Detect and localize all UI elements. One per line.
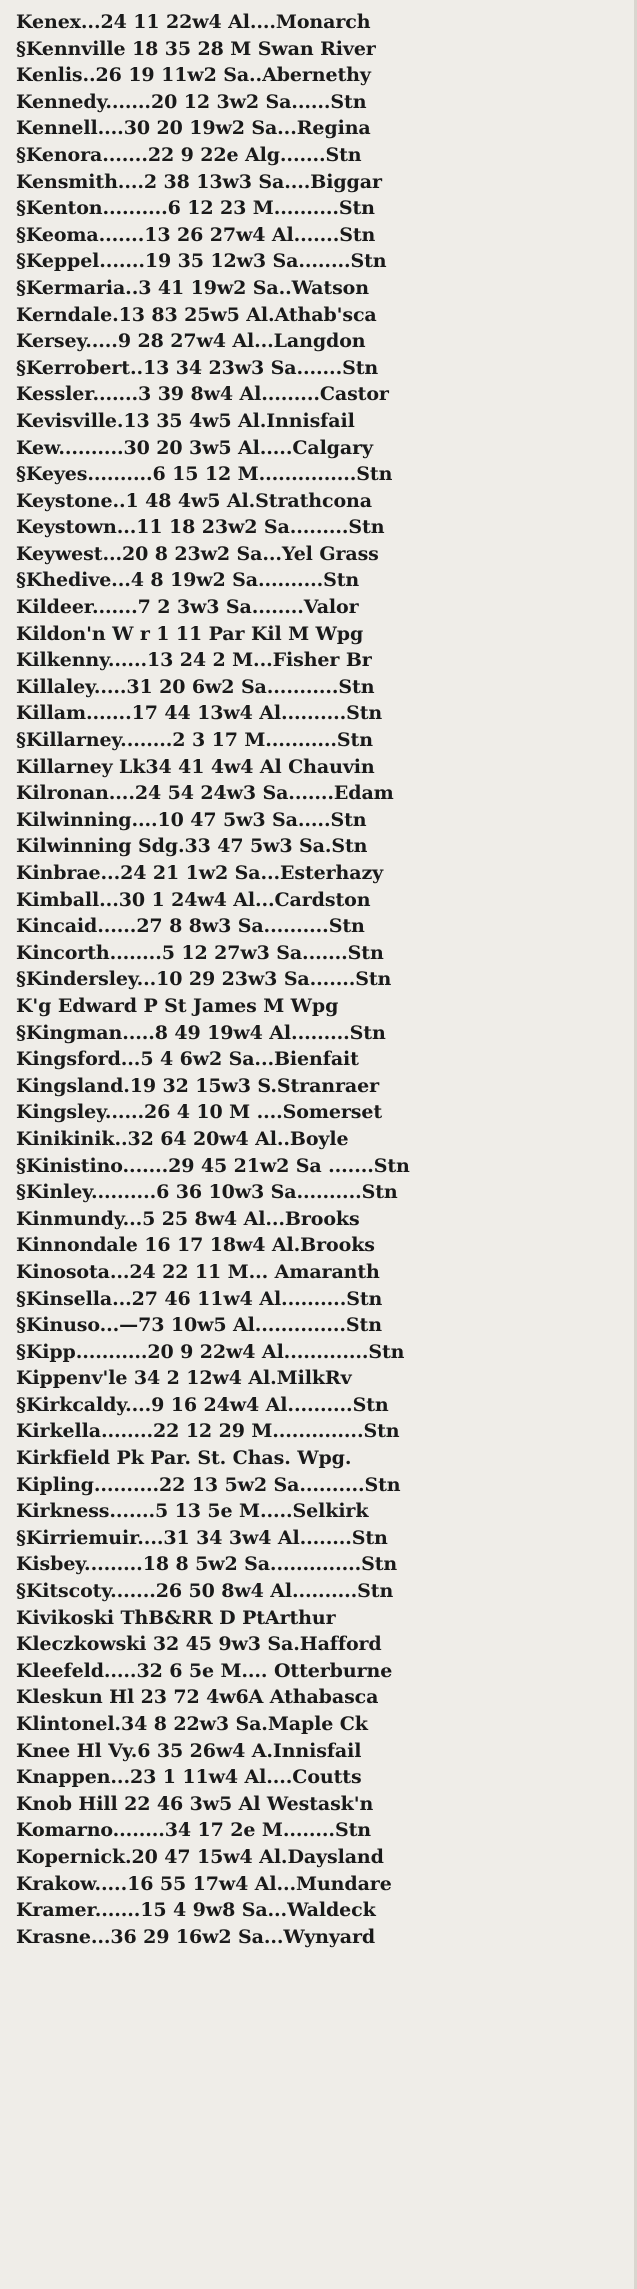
list-item: Kleczkowski 32 45 9w3 Sa.Hafford bbox=[16, 1633, 382, 1656]
list-item: Killam.......17 44 13w4 Al..........Stn bbox=[16, 702, 383, 725]
list-item: Kippenv'le 34 2 12w4 Al.MilkRv bbox=[16, 1367, 352, 1390]
list-item: Kirkfield Pk Par. St. Chas. Wpg. bbox=[16, 1447, 352, 1470]
list-item: §Kenton..........6 12 23 M..........Stn bbox=[16, 197, 375, 220]
list-item: Kinbrae...24 21 1w2 Sa...Esterhazy bbox=[16, 862, 384, 884]
list-item: Kirkness.......5 13 5e M.....Selkirk bbox=[16, 1500, 369, 1523]
list-item: Kildon'n W r 1 11 Par Kil M Wpg bbox=[16, 622, 364, 645]
list-item: Kew..........30 20 3w5 Al.....Calgary bbox=[16, 436, 373, 459]
list-item: Kilronan....24 54 24w3 Sa.......Edam bbox=[16, 782, 394, 805]
list-item: §Killarney........2 3 17 M...........Stn bbox=[16, 729, 373, 752]
list-item: §Kinsella...27 46 11w4 Al..........Stn bbox=[16, 1287, 383, 1310]
list-item: Keystown...11 18 23w2 Sa.........Stn bbox=[16, 516, 385, 539]
list-item: Kevisville.13 35 4w5 Al.Innisfail bbox=[16, 409, 355, 432]
list-item: §Kindersley...10 29 23w3 Sa.......Stn bbox=[16, 968, 392, 991]
list-item: Kleskun Hl 23 72 4w6A Athabasca bbox=[16, 1686, 379, 1709]
list-item: §Kinuso...—73 10w5 Al..............Stn bbox=[16, 1314, 382, 1337]
list-item: Kildeer.......7 2 3w3 Sa........Valor bbox=[16, 596, 359, 619]
list-item: Kensmith....2 38 13w3 Sa....Biggar bbox=[16, 170, 382, 193]
list-item: §Kinley..........6 36 10w3 Sa..........Stn bbox=[16, 1181, 398, 1204]
list-item: Knob Hill 22 46 3w5 Al Westask'n bbox=[16, 1792, 374, 1815]
list-item: §Kennville 18 35 28 M Swan River bbox=[16, 37, 376, 60]
list-item: §Kermaria..3 41 19w2 Sa..Watson bbox=[16, 276, 369, 299]
list-item: §Kingman.....8 49 19w4 Al.........Stn bbox=[16, 1021, 386, 1044]
list-item: Kennell....30 20 19w2 Sa...Regina bbox=[16, 117, 371, 140]
list-item: Kisbey.........18 8 5w2 Sa..............Stn bbox=[16, 1553, 398, 1576]
list-item: Kersey.....9 28 27w4 Al...Langdon bbox=[16, 330, 366, 353]
list-item: Krasne...36 29 16w2 Sa...Wynyard bbox=[16, 1925, 376, 1948]
list-item: Kilwinning Sdg.33 47 5w3 Sa.Stn bbox=[16, 835, 368, 858]
list-item: Kimball...30 1 24w4 Al...Cardston bbox=[16, 888, 371, 911]
list-item: Krakow.....16 55 17w4 Al...Mundare bbox=[16, 1872, 392, 1895]
list-item: §Kipp...........20 9 22w4 Al.............Stn bbox=[16, 1340, 405, 1363]
list-item: §Kirriemuir....31 34 3w4 Al........Stn bbox=[16, 1526, 388, 1549]
list-item: §Kitscoty.......26 50 8w4 Al..........Stn bbox=[16, 1580, 394, 1603]
list-item: Kennedy.......20 12 3w2 Sa......Stn bbox=[16, 90, 367, 113]
list-item: §Keppel.......19 35 12w3 Sa........Stn bbox=[16, 250, 387, 273]
list-item: Kramer.......15 4 9w8 Sa...Waldeck bbox=[16, 1899, 376, 1922]
list-item: §Khedive...4 8 19w2 Sa..........Stn bbox=[16, 569, 360, 592]
list-item: Kingsley......26 4 10 M ....Somerset bbox=[16, 1101, 382, 1124]
list-item: §Kerrobert..13 34 23w3 Sa.......Stn bbox=[16, 356, 379, 379]
list-item: Klintonel.34 8 22w3 Sa.Maple Ck bbox=[16, 1713, 368, 1735]
place-name-list bbox=[16, 9, 616, 1950]
list-item: Kenlis..26 19 11w2 Sa..Abernethy bbox=[16, 64, 371, 87]
list-item: K'g Edward P St James M Wpg bbox=[16, 994, 339, 1017]
list-item: Kinikinik..32 64 20w4 Al..Boyle bbox=[16, 1127, 349, 1150]
list-item: Killaley.....31 20 6w2 Sa...........Stn bbox=[16, 675, 375, 698]
list-item: Kessler.......3 39 8w4 Al.........Castor bbox=[16, 383, 389, 406]
list-item: §Kirkcaldy....9 16 24w4 Al..........Stn bbox=[16, 1393, 389, 1416]
list-item: Kerndale.13 83 25w5 Al.Athab'sca bbox=[16, 303, 377, 326]
list-item: Kilkenny......13 24 2 M...Fisher Br bbox=[16, 649, 372, 672]
list-item: Kinnondale 16 17 18w4 Al.Brooks bbox=[16, 1234, 375, 1257]
list-item: Kingsford...5 4 6w2 Sa...Bienfait bbox=[16, 1048, 359, 1071]
list-item: Knappen...23 1 11w4 Al....Coutts bbox=[16, 1766, 362, 1789]
list-item: Kingsland.19 32 15w3 S.Stranraer bbox=[16, 1074, 380, 1097]
list-item: Kirkella........22 12 29 M..............Stn bbox=[16, 1420, 400, 1443]
list-item: Knee Hl Vy.6 35 26w4 A.Innisfail bbox=[16, 1739, 362, 1762]
list-item: Killarney Lk34 41 4w4 Al Chauvin bbox=[16, 755, 375, 778]
list-item: Kenex...24 11 22w4 Al....Monarch bbox=[16, 11, 371, 33]
list-item: Kinmundy...5 25 8w4 Al...Brooks bbox=[16, 1207, 360, 1230]
list-item: §Kenora.......22 9 22e Alg.......Stn bbox=[16, 143, 362, 166]
list-item: §Keoma.......13 26 27w4 Al.......Stn bbox=[16, 223, 376, 246]
list-item: §Kinistino.......29 45 21w2 Sa .......Stn bbox=[16, 1154, 410, 1177]
list-item: Kilwinning....10 47 5w3 Sa.....Stn bbox=[16, 808, 367, 831]
list-item: Kleefeld.....32 6 5e M.... Otterburne bbox=[16, 1659, 393, 1682]
list-item: Kinosota...24 22 11 M... Amaranth bbox=[16, 1260, 380, 1283]
list-item: Kipling..........22 13 5w2 Sa..........Stn bbox=[16, 1473, 401, 1496]
list-item: Komarno........34 17 2e M........Stn bbox=[16, 1819, 371, 1842]
list-item: Kivikoski ThB&RR D PtArthur bbox=[16, 1606, 336, 1629]
list-item: Kincaid......27 8 8w3 Sa..........Stn bbox=[16, 915, 365, 938]
list-item: Kopernick.20 47 15w4 Al.Daysland bbox=[16, 1845, 384, 1868]
list-item: §Keyes..........6 15 12 M...............Stn bbox=[16, 463, 393, 486]
list-item: Keywest...20 8 23w2 Sa...Yel Grass bbox=[16, 542, 379, 565]
list-item: Keystone..1 48 4w5 Al.Strathcona bbox=[16, 489, 372, 512]
list-item: Kincorth........5 12 27w3 Sa.......Stn bbox=[16, 941, 384, 964]
